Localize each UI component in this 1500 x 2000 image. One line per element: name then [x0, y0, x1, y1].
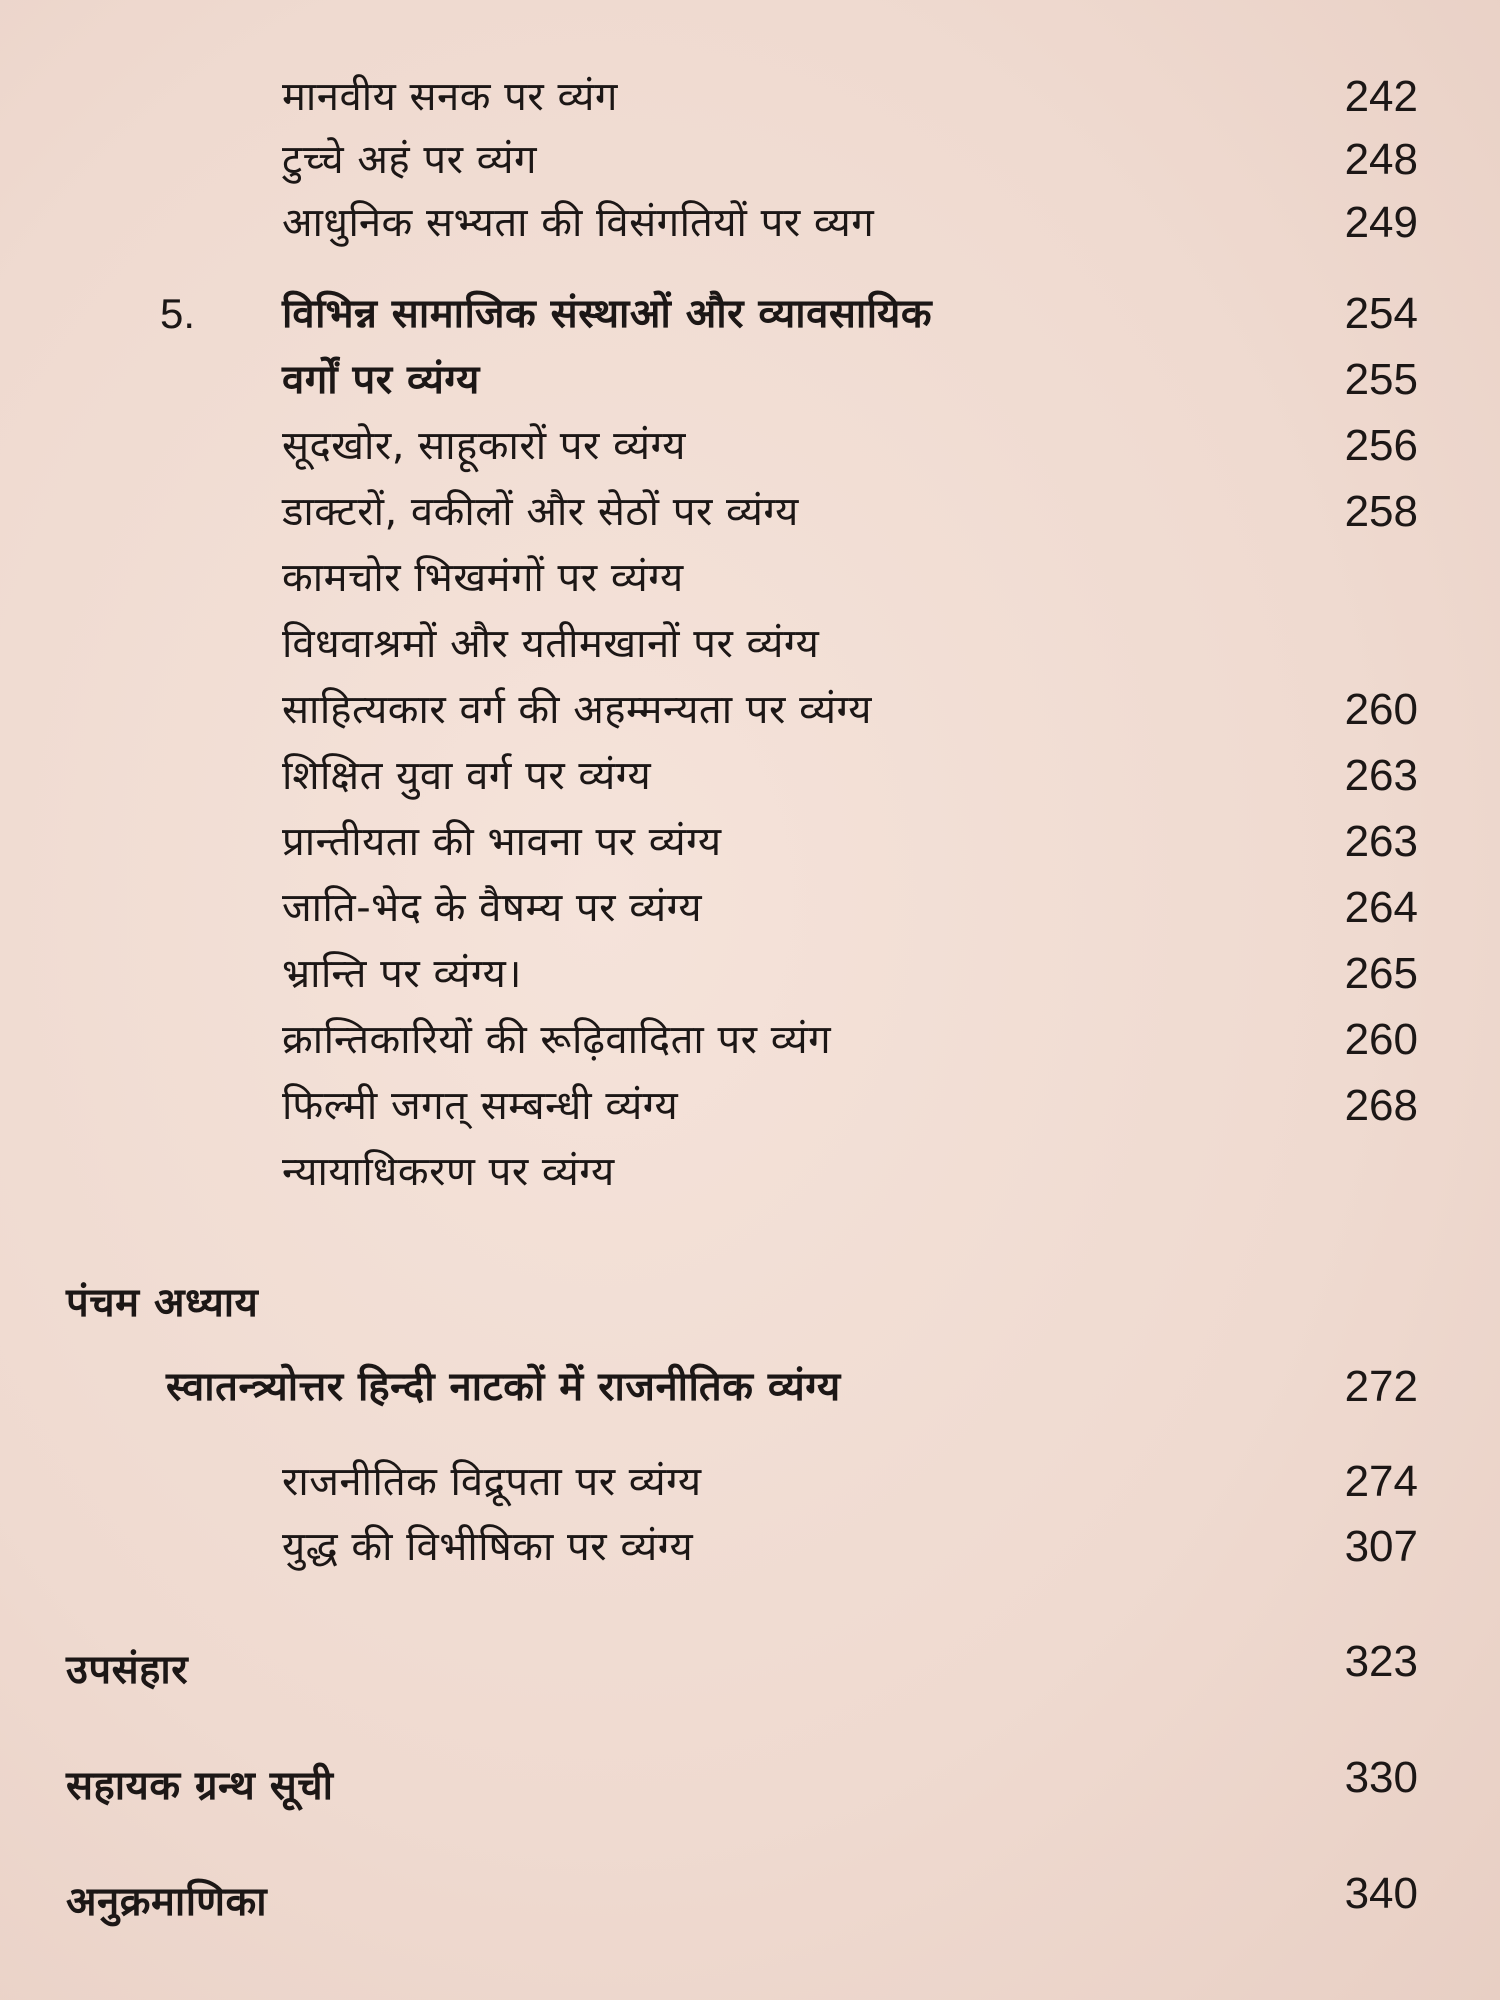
back-matter-entry	[0, 1632, 1500, 1692]
toc-entry-page: 258	[1344, 487, 1418, 536]
back-matter-page: 330	[1344, 1753, 1418, 1802]
section-title-line-1: विभिन्न सामाजिक संस्थाओं और व्यावसायिक	[282, 291, 933, 337]
chapter-title-page: 272	[1344, 1362, 1418, 1411]
toc-entry-page: 264	[1344, 883, 1418, 932]
chapter-title: स्वातन्त्र्योत्तर हिन्दी नाटकों में राजनीतिक व्यंग्य	[166, 1364, 841, 1410]
toc-entry	[0, 1076, 1500, 1136]
back-matter-title: अनुक्रमाणिका	[66, 1879, 268, 1925]
toc-entry-title: जाति-भेद के वैषम्य पर व्यंग्य	[282, 885, 703, 931]
toc-entry-title: युद्ध की विभीषिका पर व्यंग्य	[282, 1524, 694, 1570]
toc-entry-title: टुच्चे अहं पर व्यंग	[282, 137, 538, 183]
toc-entry-page: 263	[1344, 751, 1418, 800]
toc-entry-title: कामचोर भिखमंगों पर व्यंग्य	[282, 555, 684, 601]
toc-entry	[0, 482, 1500, 542]
toc-entry	[0, 812, 1500, 872]
toc-entry	[0, 1142, 1500, 1202]
section-title-line-2-page: 255	[1344, 355, 1418, 404]
toc-entry-title: आधुनिक सभ्यता की विसंगतियों पर व्यग	[282, 200, 875, 246]
toc-entry-title: भ्रान्ति पर व्यंग्य।	[282, 951, 522, 997]
section-heading	[0, 284, 1500, 344]
toc-entry-title: सूदखोर, साहूकारों पर व्यंग्य	[282, 423, 686, 469]
section-heading-continuation	[0, 350, 1500, 410]
toc-entry	[0, 1010, 1500, 1070]
toc-entry-page: 256	[1344, 421, 1418, 470]
toc-entry	[0, 548, 1500, 608]
toc-entry-page: 307	[1344, 1522, 1418, 1571]
back-matter-page: 340	[1344, 1869, 1418, 1918]
toc-entry-page: 260	[1344, 685, 1418, 734]
toc-entry-page: 260	[1344, 1015, 1418, 1064]
toc-entry	[0, 1452, 1500, 1512]
toc-entry	[0, 193, 1500, 253]
chapter-title-row	[0, 1357, 1500, 1417]
back-matter-entry	[0, 1864, 1500, 1924]
toc-entry	[0, 878, 1500, 938]
toc-entry	[0, 1517, 1500, 1577]
toc-entry	[0, 416, 1500, 476]
toc-entry	[0, 680, 1500, 740]
toc-entry-page: 263	[1344, 817, 1418, 866]
section-title-line-2: वर्गों पर व्यंग्य	[282, 357, 480, 403]
toc-entry-title: राजनीतिक विद्रूपता पर व्यंग्य	[282, 1459, 702, 1505]
back-matter-title: सहायक ग्रन्थ सूची	[66, 1763, 334, 1809]
toc-entry-page: 242	[1344, 72, 1418, 121]
toc-entry	[0, 67, 1500, 127]
toc-entry	[0, 746, 1500, 806]
toc-entry-page: 265	[1344, 949, 1418, 998]
toc-entry-page: 248	[1344, 135, 1418, 184]
toc-entry-title: साहित्यकार वर्ग की अहम्मन्यता पर व्यंग्य	[282, 687, 872, 733]
toc-entry-title: डाक्टरों, वकीलों और सेठों पर व्यंग्य	[282, 489, 799, 535]
section-title-page: 254	[1344, 289, 1418, 338]
toc-entry-title: न्यायाधिकरण पर व्यंग्य	[282, 1149, 615, 1195]
back-matter-entry	[0, 1748, 1500, 1808]
back-matter-title: उपसंहार	[66, 1647, 189, 1693]
section-number: 5.	[160, 290, 196, 337]
toc-entry	[0, 944, 1500, 1004]
toc-entry-title: विधवाश्रमों और यतीमखानों पर व्यंग्य	[282, 621, 820, 667]
back-matter-page: 323	[1344, 1637, 1418, 1686]
toc-entry-title: फिल्मी जगत् सम्बन्धी व्यंग्य	[282, 1083, 679, 1129]
toc-entry-page: 249	[1344, 198, 1418, 247]
toc-entry-page: 274	[1344, 1457, 1418, 1506]
toc-entry-title: क्रान्तिकारियों की रूढ़िवादिता पर व्यंग	[282, 1017, 832, 1063]
chapter-heading	[0, 1273, 1500, 1333]
toc-entry-title: शिक्षित युवा वर्ग पर व्यंग्य	[282, 753, 652, 799]
toc-entry	[0, 614, 1500, 674]
toc-entry-title: मानवीय सनक पर व्यंग	[282, 74, 618, 120]
toc-entry-title: प्रान्तीयता की भावना पर व्यंग्य	[282, 819, 722, 865]
toc-entry	[0, 130, 1500, 190]
chapter-label: पंचम अध्याय	[66, 1280, 259, 1326]
toc-entry-page: 268	[1344, 1081, 1418, 1130]
